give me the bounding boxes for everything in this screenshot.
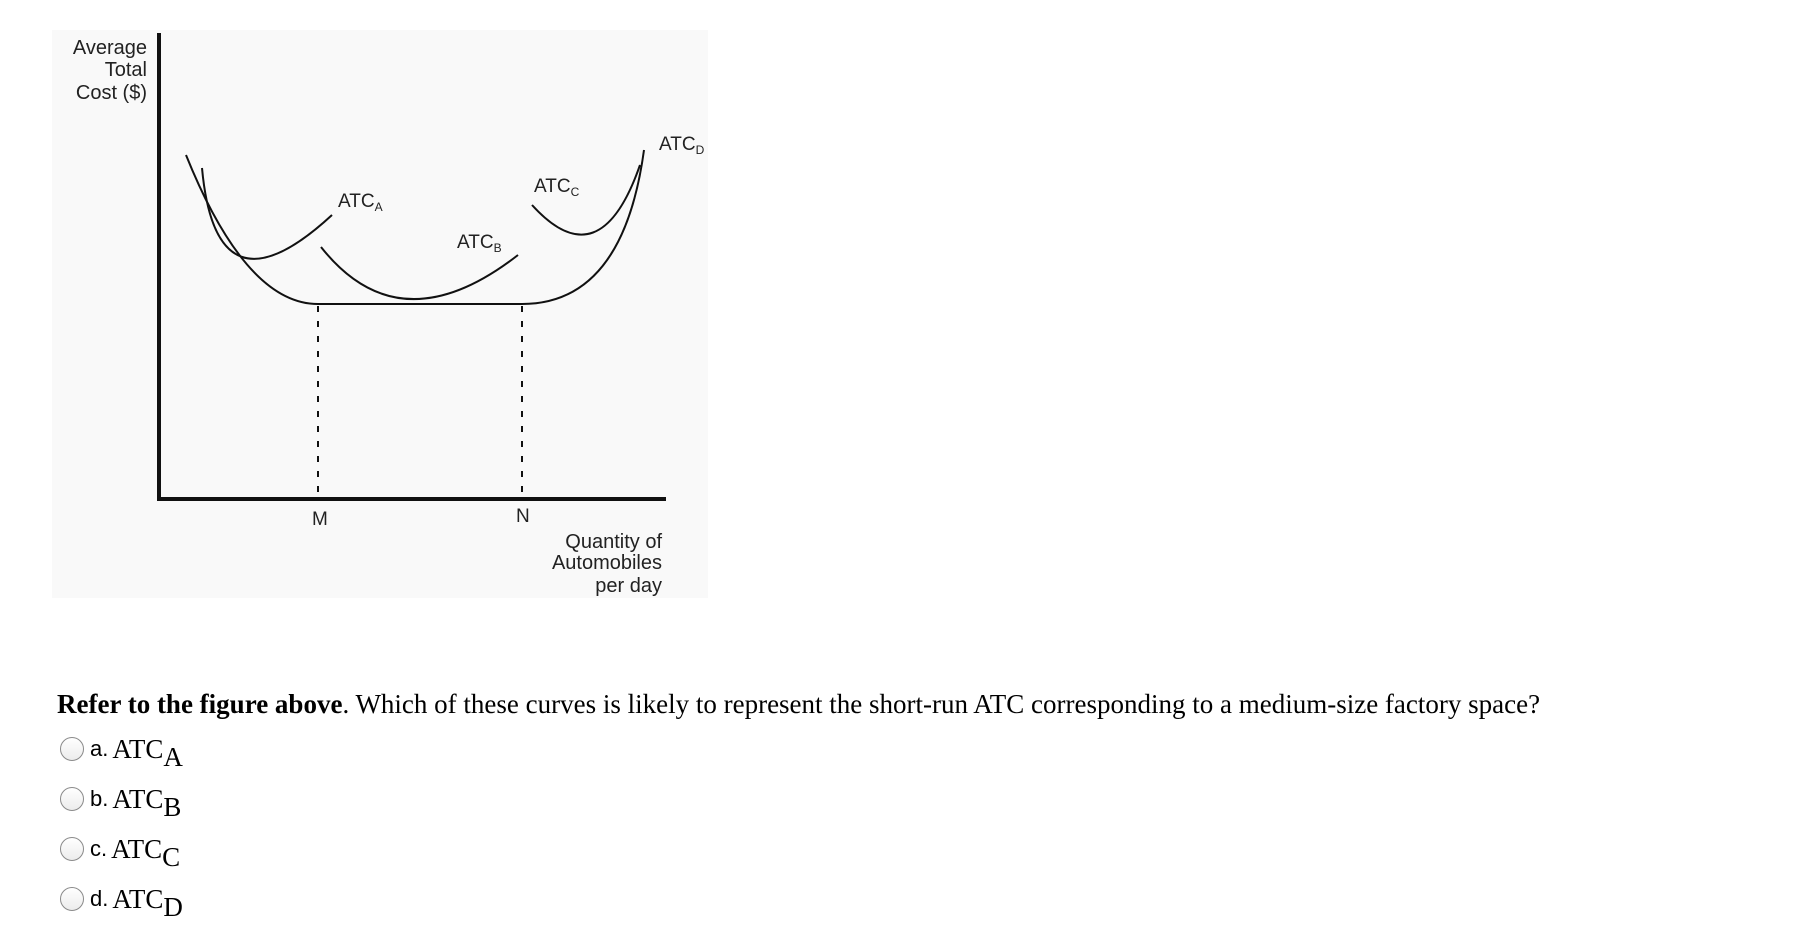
- radio-button-a[interactable]: [60, 737, 84, 761]
- figure-background: [52, 30, 708, 598]
- label-atc-d: $ATC_D$: [659, 134, 705, 157]
- y-axis-label-line-2: Total: [104, 59, 147, 81]
- option-a-letter: a.: [90, 736, 109, 761]
- option-c-main: ATC: [111, 833, 163, 864]
- option-c-letter: c.: [90, 836, 108, 861]
- x-axis-label-line-1: Quantity of: [565, 531, 662, 553]
- option-a-sub: A: [163, 741, 183, 772]
- y-axis-label-line-3: Cost ($): [75, 82, 147, 104]
- option-b-main: ATC: [112, 783, 164, 814]
- radio-button-c[interactable]: [60, 837, 84, 861]
- option-d[interactable]: [60, 874, 183, 924]
- option-b-sub: B: [163, 791, 182, 822]
- question-bold-lead: Refer to the figure above: [57, 689, 343, 719]
- label-atc-b: $ATC_B$: [457, 232, 502, 255]
- option-b-letter: b.: [90, 786, 109, 811]
- x-axis-label-line-3: per day: [595, 575, 662, 597]
- option-a[interactable]: [60, 724, 183, 774]
- question-text: [57, 688, 1540, 720]
- x-axis-label-line-2: Automobiles: [551, 552, 662, 574]
- answer-options: [60, 724, 183, 924]
- question-rest: . Which of these curves is likely to represent the short-run ATC corresponding to a medium-size factory space?: [342, 689, 1541, 719]
- y-axis-label-line-1: Average: [72, 37, 147, 59]
- option-a-main: ATC: [112, 733, 164, 764]
- label-atc-a: $ATC_A$: [338, 191, 383, 214]
- label-atc-c: $ATC_C$: [534, 176, 580, 199]
- option-c[interactable]: [60, 824, 183, 874]
- option-c-sub: C: [162, 841, 181, 872]
- tick-label-m: M: [312, 509, 328, 530]
- option-b[interactable]: [60, 774, 183, 824]
- radio-button-b[interactable]: [60, 787, 84, 811]
- radio-button-d[interactable]: [60, 887, 84, 911]
- option-d-letter: d.: [90, 886, 109, 911]
- tick-label-n: N: [516, 506, 530, 527]
- option-d-main: ATC: [112, 883, 164, 914]
- option-d-sub: D: [163, 891, 183, 922]
